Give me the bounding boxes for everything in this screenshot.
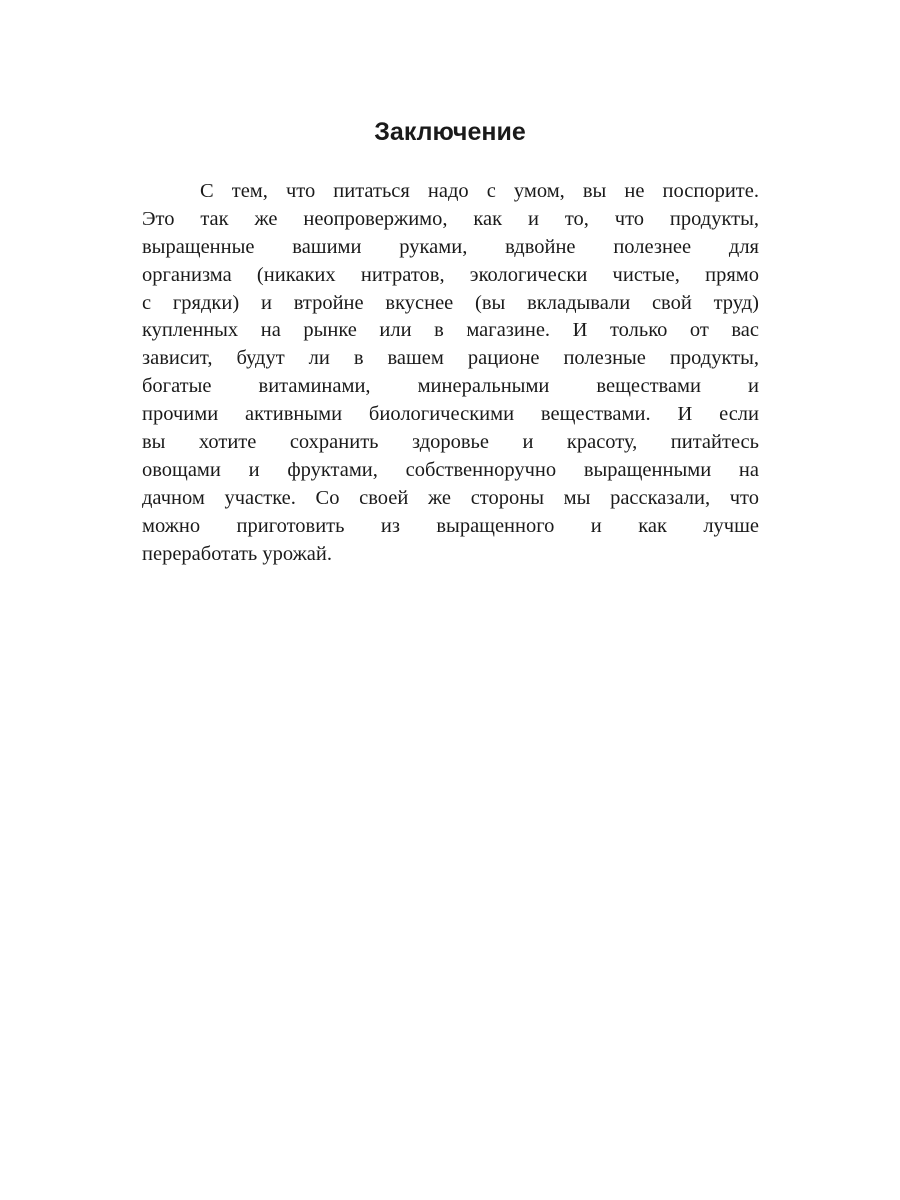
paragraph-line: прочими активными биологическими веществами. И если <box>142 403 759 426</box>
paragraph-line: с грядки) и втройне вкуснее (вы вкладывали свой труд) <box>142 291 759 314</box>
paragraph-line: Это так же неопровержимо, как и то, что продукты, <box>142 207 759 230</box>
paragraph-line: зависит, будут ли в вашем рационе полезные продукты, <box>142 347 759 370</box>
paragraph-line: дачном участке. Со своей же стороны мы рассказали, что <box>142 486 759 509</box>
conclusion-paragraph <box>142 178 759 568</box>
paragraph-line: переработать урожай. <box>142 542 332 565</box>
paragraph-line: богатые витаминами, минеральными веществами и <box>142 375 759 398</box>
page-title: Заключение <box>374 118 526 146</box>
paragraph-line: организма (никаких нитратов, экологически чистые, прямо <box>142 263 759 286</box>
paragraph-line: выращенные вашими руками, вдвойне полезнее для <box>142 235 759 258</box>
paragraph-line: овощами и фруктами, собственноручно выращенными на <box>142 458 759 481</box>
paragraph-line: С тем, что питаться надо с умом, вы не поспорите. <box>200 180 759 202</box>
paragraph-line: можно приготовить из выращенного и как лучше <box>142 514 759 537</box>
paragraph-line: купленных на рынке или в магазине. И только от вас <box>142 319 759 342</box>
paragraph-line: вы хотите сохранить здоровье и красоту, питайтесь <box>142 431 759 454</box>
